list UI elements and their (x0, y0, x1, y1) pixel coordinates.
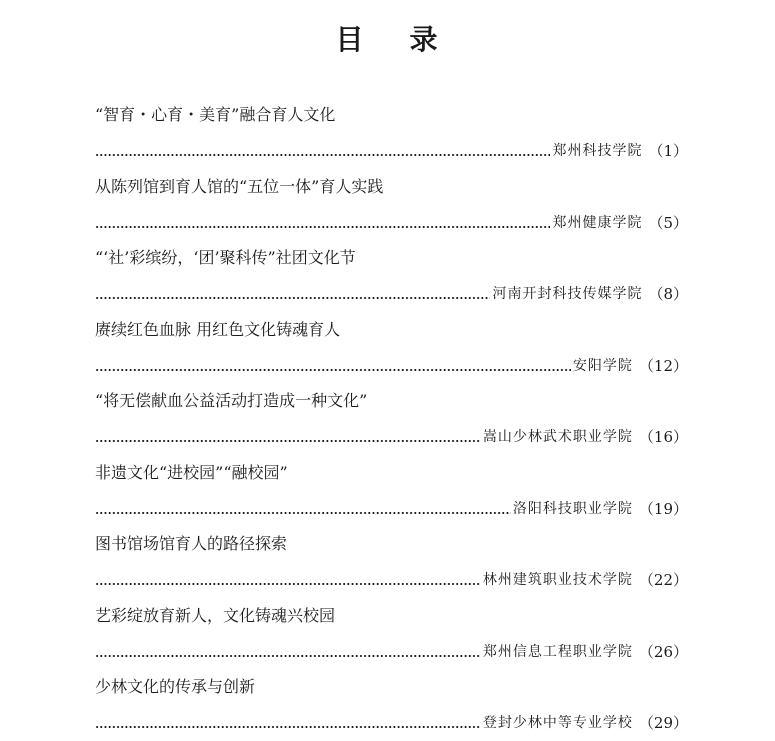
entry-line (95, 497, 688, 521)
entry-title: 图书馆场馆育人的路径探索 (95, 534, 288, 553)
entry-source: 郑州信息工程职业学院 (482, 643, 633, 660)
toc-entry[interactable] (0, 383, 775, 455)
toc-entry[interactable] (0, 169, 775, 241)
title-char-2: 录 (409, 23, 440, 56)
entry-title: 从陈列馆到育人馆的“五位一体”育人实践 (95, 176, 384, 196)
entry-line (95, 139, 688, 163)
dot-leader (95, 655, 481, 657)
entry-line (95, 425, 688, 449)
dot-leader (95, 583, 481, 585)
page-title (0, 20, 775, 60)
toc-entry[interactable] (0, 669, 775, 741)
entry-title: “将无偿献血公益活动打造成一种文化” (95, 391, 368, 410)
entry-source: 郑州健康学院 (552, 214, 643, 231)
dot-leader (95, 154, 550, 156)
entry-source: 河南开封科技传媒学院 (492, 286, 643, 302)
toc-entry[interactable] (0, 240, 775, 312)
entry-page-number: （12） (638, 356, 688, 375)
entry-page-number: （22） (638, 571, 688, 589)
title-char-1: 目 (335, 23, 366, 56)
entry-source: 嵩山少林武术职业学院 (482, 429, 633, 445)
entry-source: 登封少林中等专业学校 (482, 715, 633, 731)
entry-title: 艺彩绽放育新人，文化铸魂兴校园 (95, 605, 336, 625)
entry-page-number: （1） (648, 142, 688, 160)
entry-line (95, 711, 688, 735)
entry-page-number: （5） (648, 213, 688, 232)
toc-entry[interactable] (0, 312, 775, 384)
entry-page-number: （19） (638, 499, 688, 518)
entry-line (95, 211, 688, 235)
dot-leader (95, 726, 481, 728)
entry-title: “智育・心育・美育”融合育人文化 (95, 105, 336, 124)
entry-line (95, 568, 688, 592)
entry-line (95, 354, 688, 378)
dot-leader (95, 512, 511, 514)
dot-leader (95, 369, 571, 371)
entry-title: “‘社’彩缤纷，‘团’聚科传”社团文化节 (95, 248, 356, 267)
toc-entry[interactable] (0, 455, 775, 527)
entry-line (95, 640, 688, 664)
entry-line (95, 282, 688, 306)
entry-title: 少林文化的传承与创新 (95, 677, 256, 696)
table-of-contents (0, 97, 775, 741)
entry-page-number: （8） (648, 285, 688, 303)
toc-entry[interactable] (0, 97, 775, 169)
entry-page-number: （16） (638, 428, 688, 446)
entry-page-number: （26） (638, 642, 688, 661)
dot-leader (95, 226, 550, 228)
entry-source: 郑州科技学院 (552, 143, 643, 159)
entry-page-number: （29） (638, 714, 688, 732)
toc-entry[interactable] (0, 598, 775, 670)
entry-title: 赓续红色血脉 用红色文化铸魂育人 (95, 319, 341, 339)
entry-source: 林州建筑职业技术学院 (482, 572, 633, 588)
entry-title: 非遗文化“进校园”“融校园” (95, 462, 288, 482)
dot-leader (95, 297, 490, 299)
dot-leader (95, 440, 481, 442)
entry-source: 洛阳科技职业学院 (512, 500, 633, 517)
toc-entry[interactable] (0, 526, 775, 598)
entry-source: 安阳学院 (572, 357, 633, 374)
